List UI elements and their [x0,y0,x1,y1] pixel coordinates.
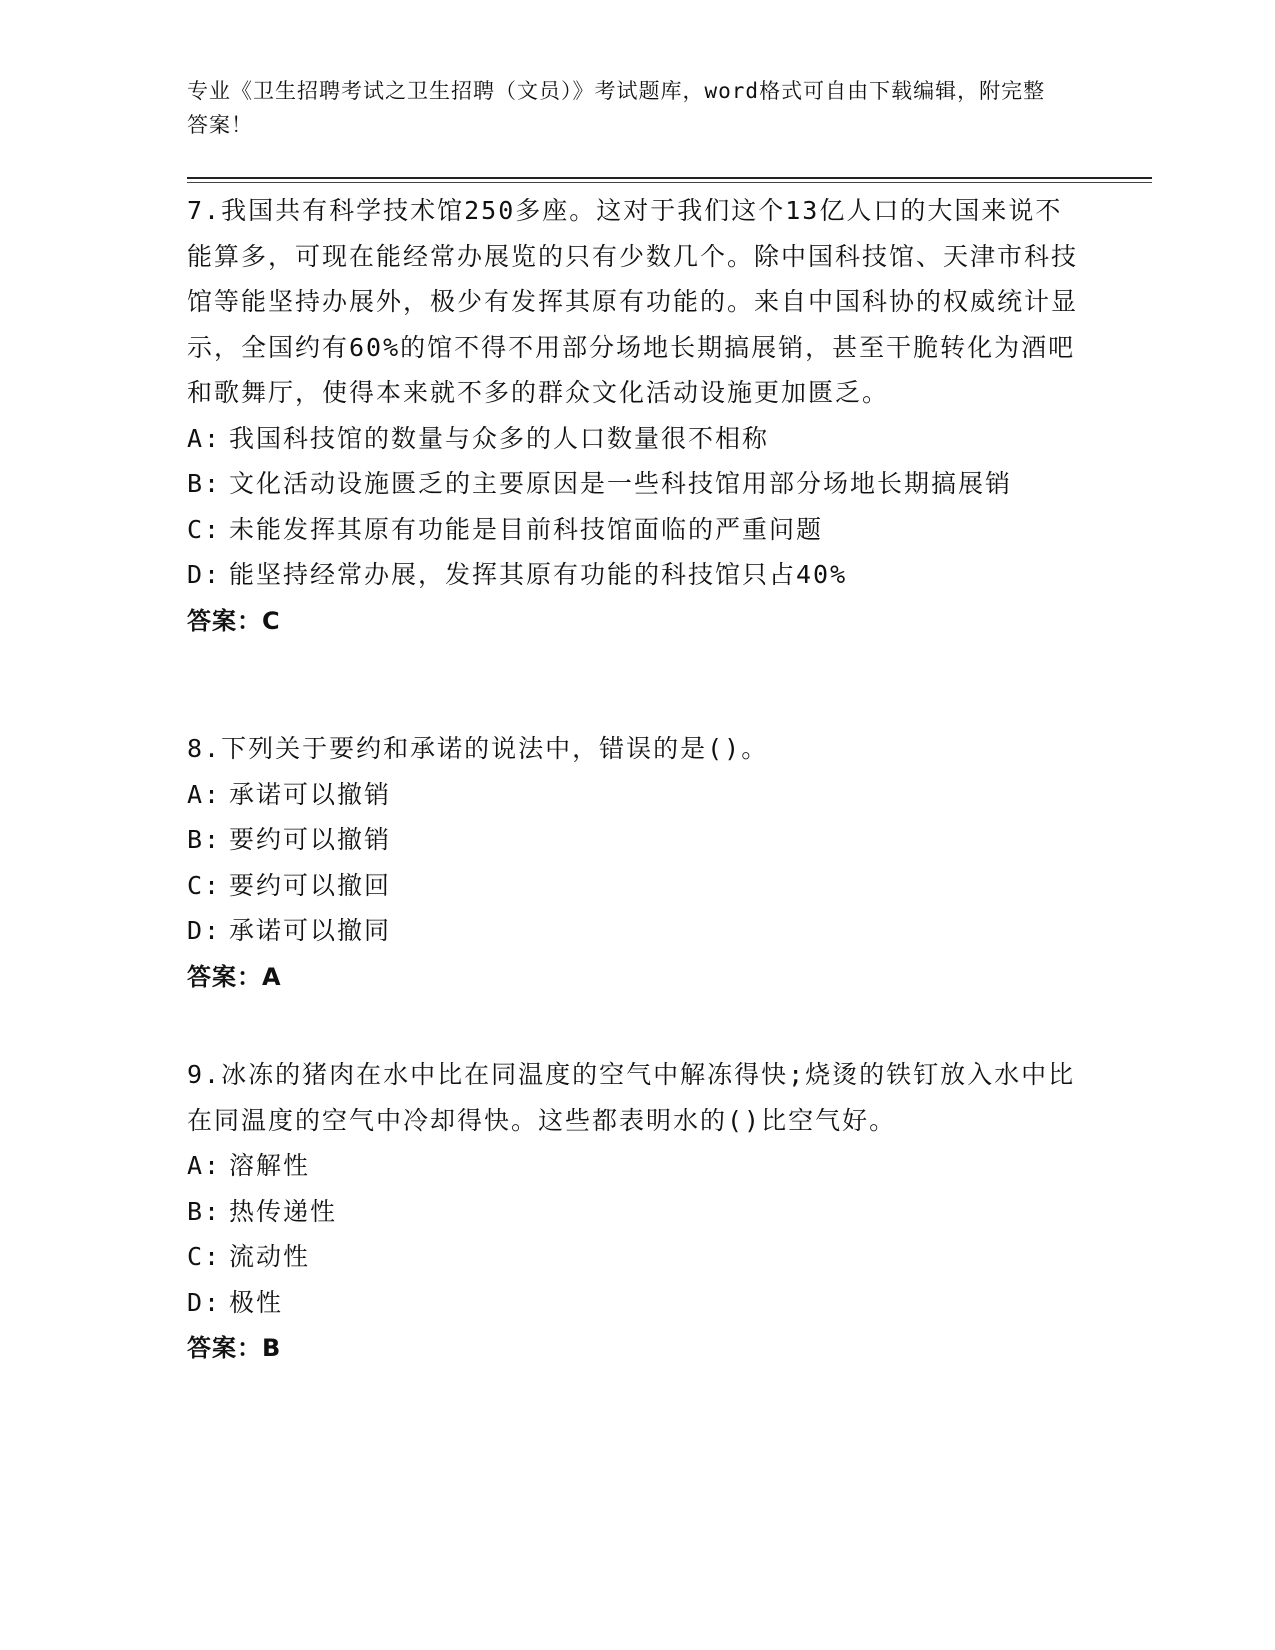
option-key: C: [187,514,222,544]
option-key: B: [187,825,222,854]
answer-line: 答案：A [187,962,282,991]
option-text: 能坚持经常办展，发挥其原有功能的科技馆只占40% [229,560,848,589]
answer-line: 答案：C [187,606,281,635]
option-c [187,863,1087,909]
option-d [187,1280,1087,1326]
header-divider-thin [187,182,1152,183]
question-9 [187,1052,1087,1372]
option-key: A: [187,779,222,809]
option-text: 流动性 [229,1242,311,1271]
question-7 [187,188,1087,645]
option-text: 未能发挥其原有功能是目前科技馆面临的严重问题 [229,514,824,544]
option-a [187,416,1087,462]
option-b [187,461,1087,507]
question-stem: 8.下列关于要约和承诺的说法中，错误的是()。 [187,734,769,763]
question-stem: 7.我国共有科学技术馆250多座。这对于我们这个13亿人口的大国来说不能算多，可现在能经常办展览的只有少数几个。除中国科技馆、天津市科技馆等能坚持办展外，极少有发挥其原有功能的。来自中国科协的权威统计显示，全国约有60%的馆不得不用部分场地长期搞展销，甚至干脆转化为酒吧和歌舞厅，使得本来就不多的群众文化活动设施更加匮乏。 [187,196,1079,407]
document-header: 专业《卫生招聘考试之卫生招聘（文员）》考试题库，word格式可自由下载编辑，附完整答案！ [187,79,1046,137]
header-divider-thick [187,177,1152,179]
option-text: 热传递性 [229,1196,338,1226]
option-b [187,817,1087,863]
option-text: 要约可以撤销 [229,825,392,854]
option-key: D: [187,1287,222,1317]
answer-line: 答案：B [187,1334,282,1362]
option-key: A: [187,423,222,453]
option-c [187,507,1087,553]
question-8 [187,726,1087,1001]
option-c [187,1234,1087,1280]
question-stem: 9.冰冻的猪肉在水中比在同温度的空气中解冻得快;烧烫的铁钉放入水中比在同温度的空气中冷却得快。这些都表明水的()比空气好。 [187,1060,1076,1135]
option-text: 文化活动设施匮乏的主要原因是一些科技馆用部分场地长期搞展销 [229,469,1013,498]
option-list [187,416,1087,598]
option-key: C: [187,870,222,900]
option-text: 要约可以撤回 [229,870,392,900]
option-text: 承诺可以撤同 [229,916,392,945]
option-key: B: [187,469,222,498]
option-b [187,1189,1087,1235]
option-a [187,772,1087,818]
option-d [187,552,1087,598]
option-key: C: [187,1242,222,1271]
option-a [187,1143,1087,1189]
option-text: 承诺可以撤销 [229,779,392,809]
option-text: 我国科技馆的数量与众多的人口数量很不相称 [229,423,770,453]
option-d [187,908,1087,954]
option-list [187,772,1087,954]
option-list [187,1143,1087,1325]
option-key: D: [187,560,222,589]
option-key: A: [187,1151,222,1180]
option-key: D: [187,916,222,945]
option-text: 极性 [229,1287,284,1317]
option-key: B: [187,1196,222,1226]
option-text: 溶解性 [229,1151,311,1180]
